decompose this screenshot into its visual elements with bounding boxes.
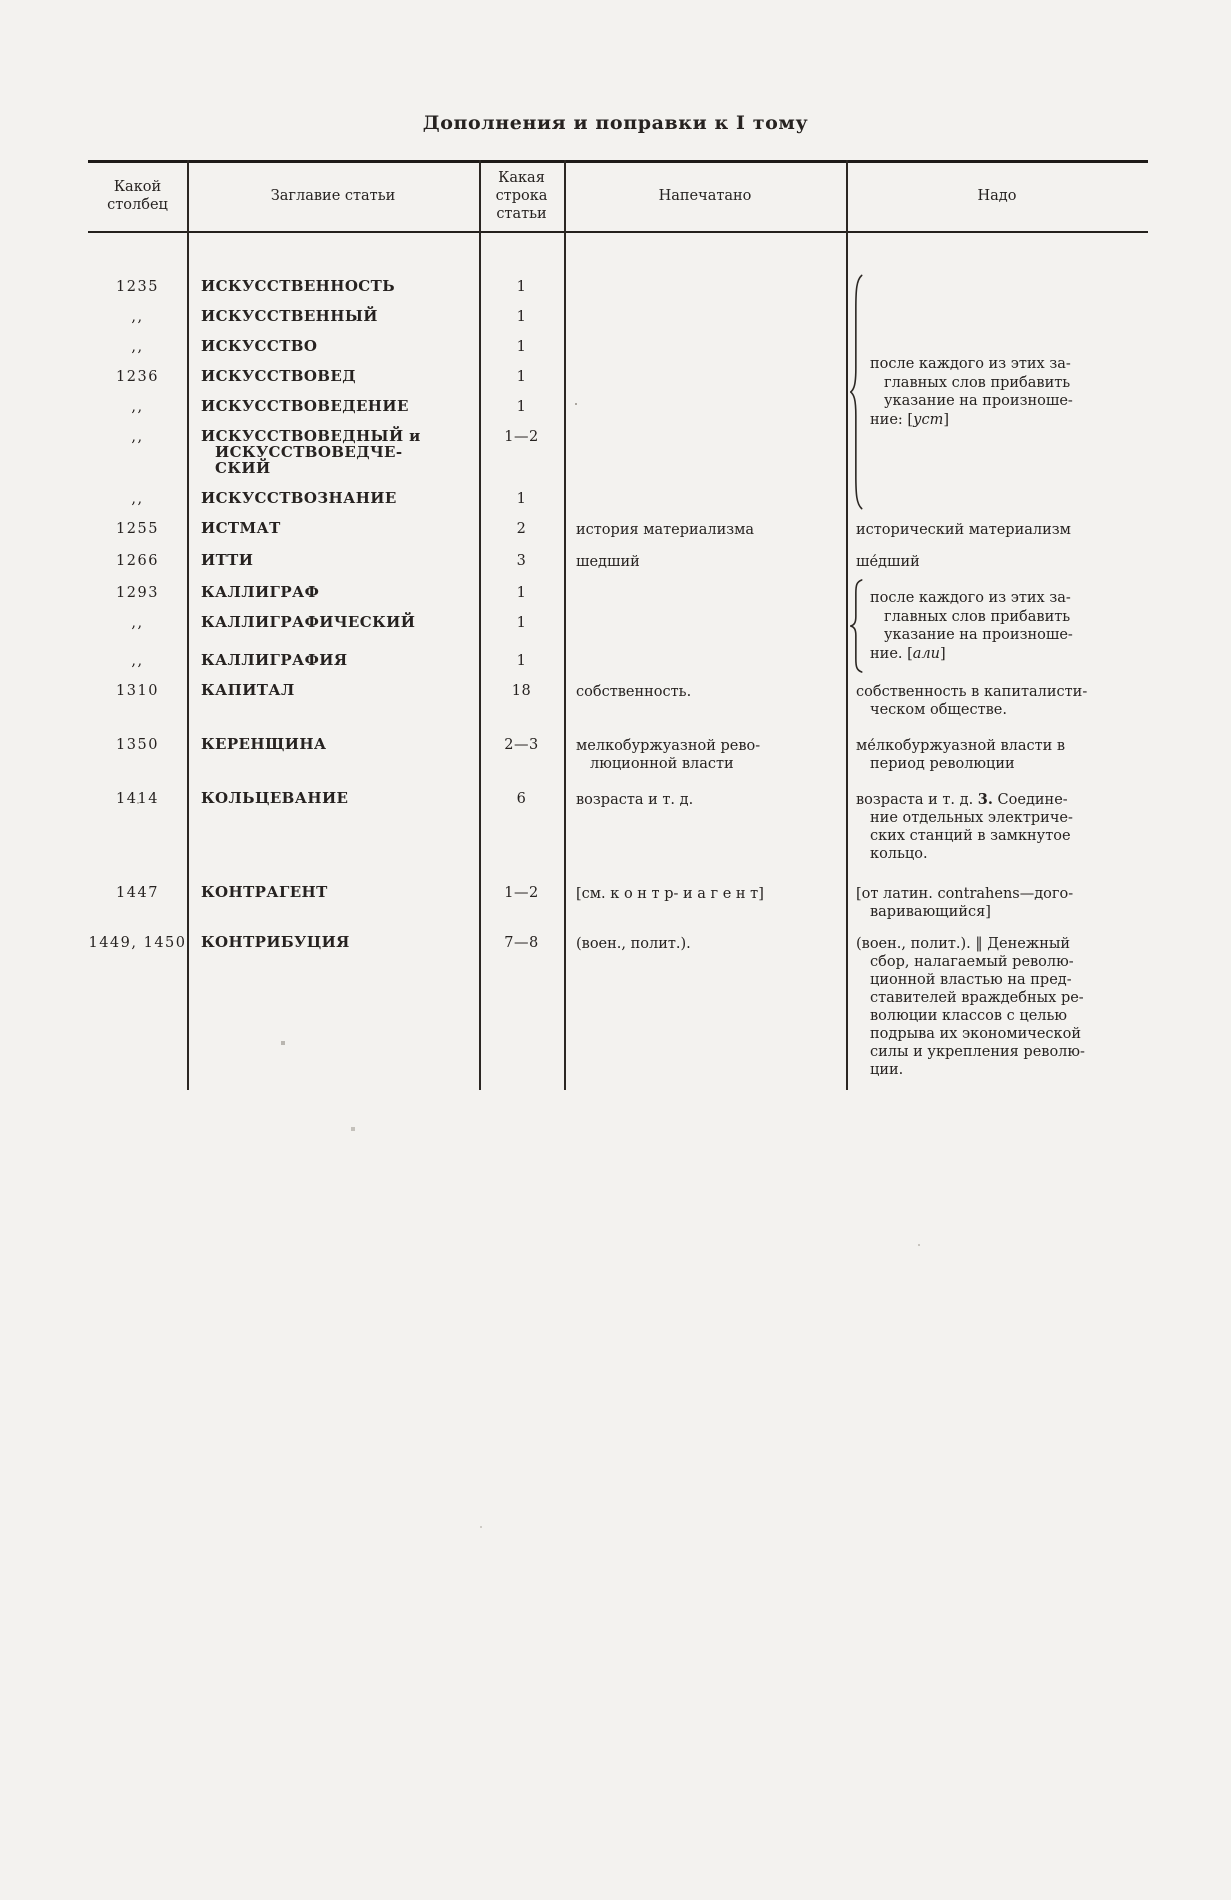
line-number-cell: 6 <box>516 791 527 807</box>
text-line: ше́дший <box>856 554 920 570</box>
article-title-cell <box>187 309 479 325</box>
text-line: КОНТРИБУЦИЯ <box>201 933 350 951</box>
curly-brace-icon <box>850 273 863 511</box>
column-number-cell: ,, <box>131 309 144 325</box>
printed-text-cell <box>564 885 846 903</box>
correction-text-cell <box>846 521 1148 539</box>
text-line: сбор, налагаемый револю- <box>870 954 1074 970</box>
article-title-cell <box>187 279 479 295</box>
column-number-cell: 1449, 1450 <box>88 935 187 951</box>
text-line: шедший <box>576 554 640 570</box>
correction-brace-group <box>850 579 1148 673</box>
text-line: подрыва их экономической <box>870 1026 1082 1042</box>
printed-text-cell <box>564 737 846 773</box>
table-row <box>88 521 1148 539</box>
line-number-cell: 2 <box>516 521 527 537</box>
text-line: период революции <box>870 756 1015 772</box>
header-printed: Напечатано <box>658 188 752 205</box>
line-number-cell: 18 <box>511 683 532 699</box>
text-line: главных слов прибавить <box>884 608 1071 625</box>
text-line: ИСКУССТВЕННОСТЬ <box>201 277 395 295</box>
table-row <box>88 885 1148 921</box>
text-line: мелкобуржуазной рево- <box>576 738 761 754</box>
column-number-cell: 1293 <box>116 585 159 601</box>
text-line: СКИЙ <box>215 459 271 477</box>
line-number-cell: 1 <box>516 369 527 385</box>
line-number-cell: 1 <box>516 615 527 631</box>
text-line: (воен., полит.). <box>576 936 691 952</box>
curly-brace-icon <box>850 579 863 673</box>
line-number-cell: 1 <box>516 491 527 507</box>
correction-text-cell <box>846 553 1148 571</box>
text-line: ние. [али] <box>870 645 946 662</box>
text-line: ставителей враждебных ре- <box>870 990 1084 1006</box>
text-line: история материализма <box>576 522 755 538</box>
article-title-cell <box>187 653 479 669</box>
column-number-cell: 1310 <box>116 683 159 699</box>
header-article-title: Заглавие статьи <box>270 188 396 205</box>
text-line: варивающийся] <box>870 904 991 920</box>
table-row <box>88 935 1148 1079</box>
line-number-cell: 1 <box>516 585 527 601</box>
text-line: КАЛЛИГРАФИЯ <box>201 651 348 669</box>
errata-table <box>88 160 1148 1100</box>
header-which-column: Какой столбец <box>107 179 168 213</box>
article-title-cell <box>187 429 479 477</box>
text-line: главных слов прибавить <box>884 374 1071 391</box>
column-number-cell: ,, <box>131 615 144 631</box>
column-number-cell: 1235 <box>116 279 159 295</box>
text-line: ИСКУССТВОВЕДЕНИЕ <box>201 397 409 415</box>
text-line: люционной власти <box>590 756 734 772</box>
printed-text-cell <box>564 553 846 571</box>
correction-text-cell <box>846 737 1148 773</box>
article-title-cell <box>187 885 479 901</box>
text-line: (воен., полит.). ‖ Денежный <box>856 936 1071 952</box>
text-line: ИСКУССТВОВЕДНЫЙ и <box>201 427 421 445</box>
text-line: исторический материализм <box>856 522 1071 538</box>
line-number-cell: 1 <box>516 279 527 295</box>
text-line: ИСКУССТВЕННЫЙ <box>201 307 378 325</box>
text-line: ИТТИ <box>201 551 254 569</box>
article-title-cell <box>187 339 479 355</box>
text-line: кольцо. <box>870 846 928 862</box>
text-line: ние отдельных электриче- <box>870 810 1073 826</box>
text-line: после каждого из этих за- <box>870 590 1071 606</box>
text-line: собственность в капиталисти- <box>856 684 1088 700</box>
page-title: Дополнения и поправки к I тому <box>422 112 809 134</box>
text-line: ИСТМАТ <box>201 519 281 537</box>
article-title-cell <box>187 683 479 699</box>
text-line: ции. <box>870 1062 904 1078</box>
header-which-line: Какая строка статьи <box>495 170 548 222</box>
article-title-cell <box>187 491 479 507</box>
column-number-cell: 1266 <box>116 553 159 569</box>
article-title-cell <box>187 553 479 569</box>
scan-speckles <box>0 0 2 2</box>
printed-text-cell <box>564 791 846 809</box>
column-number-cell: 1447 <box>116 885 159 901</box>
text-line: ние: [уст] <box>870 411 950 428</box>
printed-text-cell <box>564 683 846 701</box>
text-line: собственность. <box>576 684 692 700</box>
text-line: волюции классов с целью <box>870 1008 1068 1024</box>
table-row <box>88 553 1148 571</box>
text-line: КАЛЛИГРАФ <box>201 583 320 601</box>
printed-text-cell <box>564 935 846 953</box>
column-number-cell: 1350 <box>116 737 159 753</box>
correction-brace-group <box>850 273 1148 511</box>
table-header-row <box>88 163 1148 231</box>
table-row <box>88 791 1148 863</box>
correction-note <box>870 355 1073 429</box>
column-number-cell: ,, <box>131 399 144 415</box>
column-number-cell: ,, <box>131 339 144 355</box>
article-title-cell <box>187 399 479 415</box>
text-line: [см. к о н т р- и а г е н т] <box>576 886 764 902</box>
table-row <box>88 683 1148 719</box>
article-title-cell <box>187 585 479 601</box>
text-line: КОЛЬЦЕВАНИЕ <box>201 789 349 807</box>
line-number-cell: 7—8 <box>504 935 539 951</box>
text-line: ционной властью на пред- <box>870 972 1072 988</box>
line-number-cell: 1 <box>516 309 527 325</box>
text-line: КАПИТАЛ <box>201 681 295 699</box>
article-title-cell <box>187 737 479 753</box>
line-number-cell: 1 <box>516 653 527 669</box>
text-line: [от латин. contrahens—дого- <box>856 886 1074 902</box>
column-number-cell: 1414 <box>116 791 159 807</box>
correction-text-cell <box>846 791 1148 863</box>
line-number-cell: 1—2 <box>504 885 539 901</box>
correction-text-cell <box>846 885 1148 921</box>
text-line: силы и укрепления револю- <box>870 1044 1085 1060</box>
text-line: ИСКУССТВОВЕДЧЕ- <box>215 443 403 461</box>
text-line: КЕРЕНЩИНА <box>201 735 327 753</box>
line-number-cell: 1 <box>516 339 527 355</box>
article-title-cell <box>187 521 479 537</box>
correction-text-cell <box>846 683 1148 719</box>
line-number-cell: 2—3 <box>504 737 539 753</box>
column-number-cell: ,, <box>131 491 144 507</box>
text-line: возраста и т. д. 3. Соедине- <box>856 791 1068 808</box>
text-line: ИСКУССТВО <box>201 337 318 355</box>
article-title-cell <box>187 791 479 807</box>
printed-text-cell <box>564 521 846 539</box>
text-line: ИСКУССТВОВЕД <box>201 367 356 385</box>
text-line: ИСКУССТВОЗНАНИЕ <box>201 489 397 507</box>
article-title-cell <box>187 935 479 951</box>
article-title-cell <box>187 369 479 385</box>
article-title-cell <box>187 615 479 631</box>
column-number-cell: 1236 <box>116 369 159 385</box>
line-number-cell: 1 <box>516 399 527 415</box>
text-line: возраста и т. д. <box>576 792 694 808</box>
column-number-cell: ,, <box>131 653 144 669</box>
correction-text-cell <box>846 935 1148 1079</box>
table-row <box>88 737 1148 773</box>
table-body <box>88 233 1148 1079</box>
text-line: после каждого из этих за- <box>870 356 1071 372</box>
text-line: указание на произноше- <box>884 393 1073 409</box>
header-should-be: Надо <box>977 188 1017 205</box>
text-line: ме́лкобуржуазной власти в <box>856 738 1066 754</box>
correction-note <box>870 589 1073 663</box>
line-number-cell: 1—2 <box>504 429 539 445</box>
column-number-cell: ,, <box>131 429 144 445</box>
text-line: КАЛЛИГРАФИЧЕСКИЙ <box>201 613 416 631</box>
line-number-cell: 3 <box>516 553 527 569</box>
column-number-cell: 1255 <box>116 521 159 537</box>
text-line: ческом обществе. <box>870 702 1007 718</box>
text-line: ских станций в замкнутое <box>870 828 1071 844</box>
text-line: указание на произноше- <box>884 627 1073 643</box>
text-line: КОНТРАГЕНТ <box>201 883 328 901</box>
